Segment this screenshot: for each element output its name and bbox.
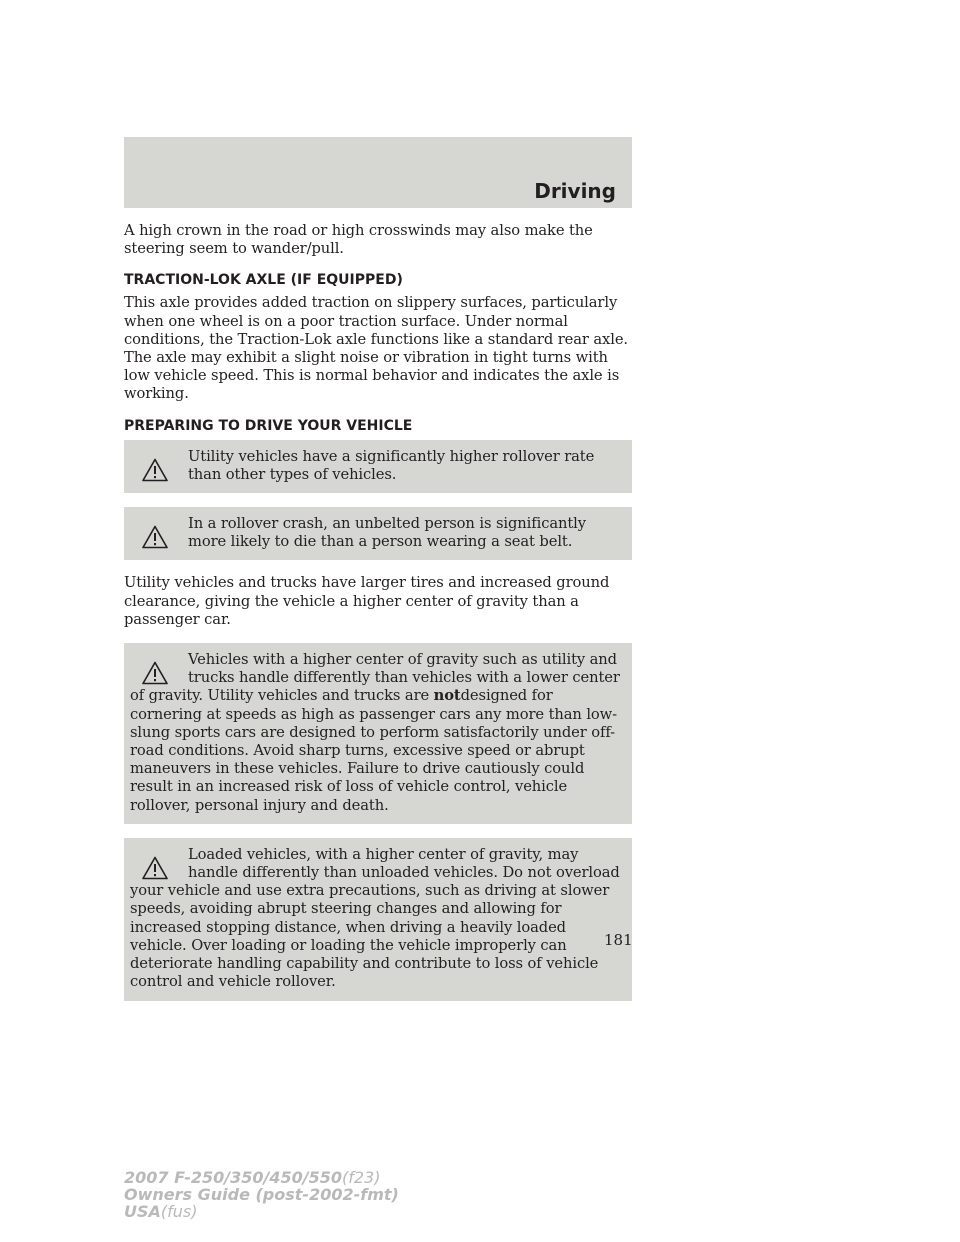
warning-text-rollover-rate: Utility vehicles have a significantly higher rollover rate than other types of vehicles.	[188, 447, 595, 483]
warning-triangle-icon	[142, 661, 168, 685]
footer-line-guide: Owners Guide (post-2002-fmt)	[124, 1185, 399, 1204]
document-footer	[124, 1169, 399, 1220]
warning-box-seat-belt	[124, 507, 632, 560]
page-content	[124, 222, 632, 1015]
warning-text-handling: Vehicles with a higher center of gravity such as utility and trucks handle differently than vehicles with a lower center of gravity. Utility vehicles and trucks are notdesigned for cornering at speeds as high as passenger cars any more than low-slung sports cars are designed to perform satisfactorily under off-road conditions. Avoid sharp turns, excessive speed or abrupt maneuvers in these vehicles. Failure to drive cautiously could result in an increased risk of loss of vehicle control, vehicle rollover, personal injury and death.	[130, 651, 620, 814]
warning-box-rollover-rate	[124, 440, 632, 493]
emphasis-not: not	[433, 687, 461, 705]
warning-triangle-icon	[142, 856, 168, 880]
warning-box-loaded-vehicles	[124, 838, 632, 1001]
footer-line-region: USA(fus)	[124, 1202, 198, 1221]
heading-preparing: PREPARING TO DRIVE YOUR VEHICLE	[124, 417, 413, 434]
paragraph-center-of-gravity: Utility vehicles and trucks have larger tires and increased ground clearance, giving the vehicle a higher center of gravity than a passenger car.	[124, 574, 610, 628]
paragraph-traction-lok: This axle provides added traction on slippery surfaces, particularly when one wheel is on a poor traction surface. Under normal conditions, the Traction-Lok axle functions like a standard rear axle. The axle may exhibit a slight noise or vibration in tight turns with low vehicle speed. This is normal behavior and indicates the axle is working.	[124, 294, 628, 403]
warning-text-seat-belt: In a rollover crash, an unbelted person is significantly more likely to die than a person wearing a seat belt.	[188, 515, 586, 551]
warning-triangle-icon	[142, 525, 168, 549]
heading-traction-lok: TRACTION-LOK AXLE (IF EQUIPPED)	[124, 272, 403, 289]
section-title: Driving	[534, 179, 616, 203]
paragraph-steering: A high crown in the road or high crosswinds may also make the steering seem to wander/pull.	[124, 222, 593, 258]
page-number: 181	[604, 931, 633, 949]
section-header	[124, 137, 632, 208]
footer-line-model: 2007 F-250/350/450/550(f23)	[124, 1168, 381, 1187]
warning-box-handling	[124, 643, 632, 824]
warning-triangle-icon	[142, 458, 168, 482]
warning-text-loaded-vehicles: Loaded vehicles, with a higher center of gravity, may handle differently than unloaded vehicles. Do not overload your vehicle and use extra precautions, such as driving at slower speeds, avoiding abrupt steering changes and allowing for increased stopping distance, when driving a heavily loaded vehicle. Over loading or loading the vehicle improperly can deteriorate handling capability and contribute to loss of vehicle control and vehicle rollover.	[130, 845, 620, 991]
